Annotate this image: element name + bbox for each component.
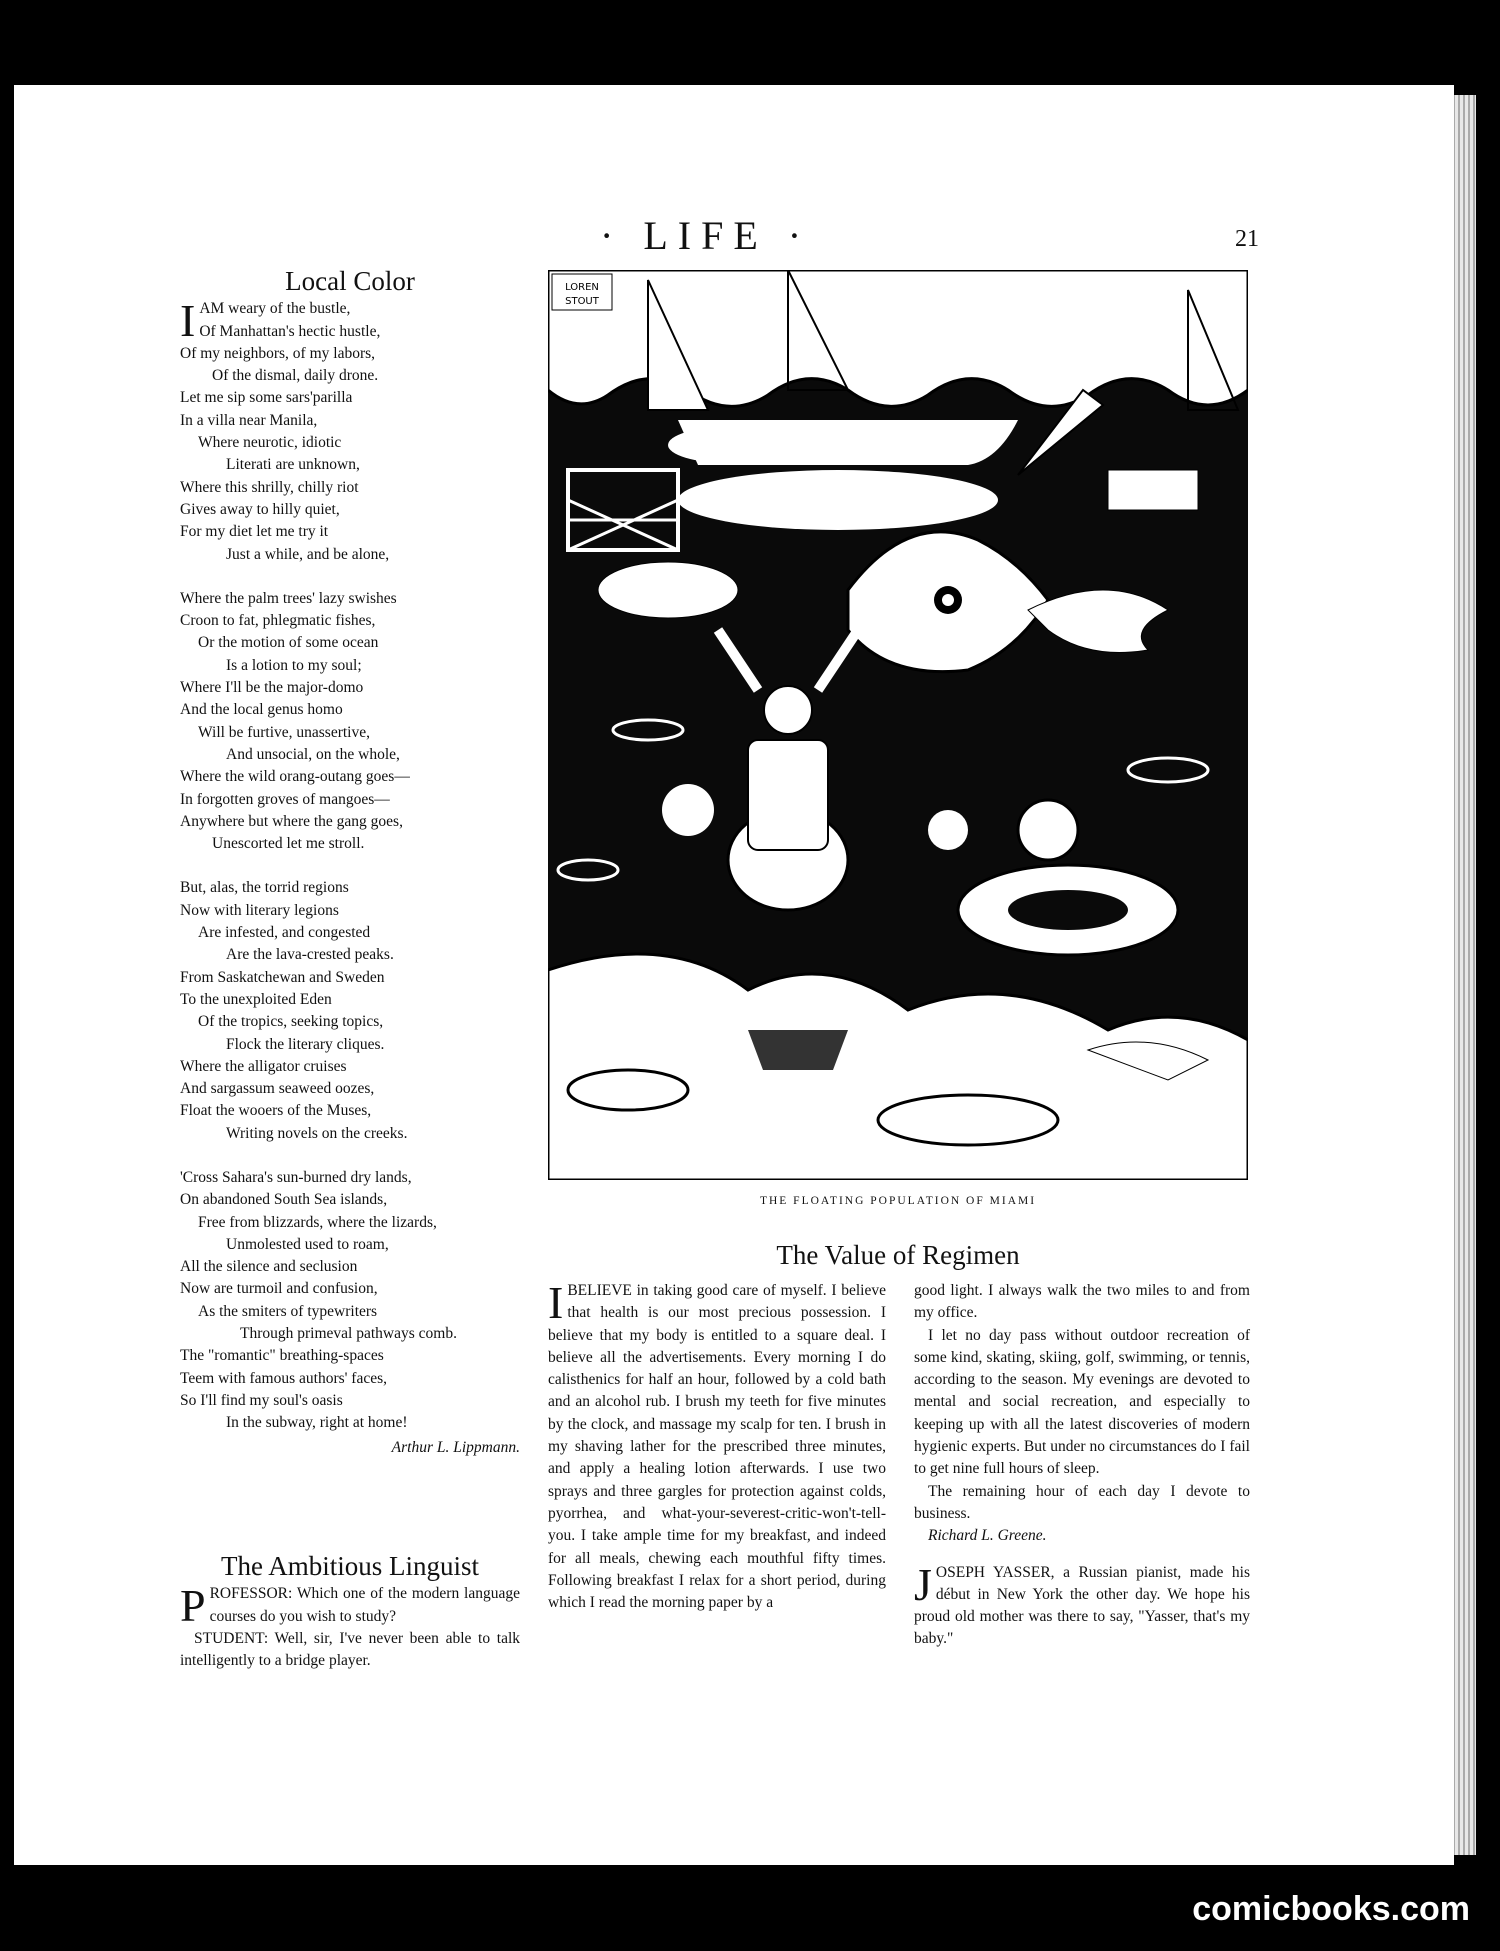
poem-title: Local Color — [285, 266, 415, 296]
poem-line: Is a lotion to my soul; — [226, 656, 362, 674]
poem-line: Where the alligator cruises — [180, 1057, 347, 1075]
poem-line: Are the lava-crested peaks. — [226, 946, 394, 964]
poem-line: For my diet let me try it — [180, 523, 329, 541]
poem-line: Of my neighbors, of my labors, — [180, 344, 376, 362]
watermark: comicbooks.com — [1192, 1890, 1470, 1928]
poem-line: All the silence and seclusion — [180, 1258, 358, 1276]
poem-line: Now with literary legions — [180, 901, 339, 919]
poem-line: But, alas, the torrid regions — [180, 879, 349, 897]
poem-line: Where I'll be the major-domo — [180, 679, 364, 697]
poem-line: AM weary of the bustle, — [199, 300, 351, 318]
poem-line: On abandoned South Sea islands, — [180, 1191, 388, 1209]
poem-line: Or the motion of some ocean — [198, 634, 379, 652]
drop-cap: I — [548, 1277, 564, 1328]
magazine-header: · LIFE · — [600, 213, 812, 258]
poem-line: Literati are unknown, — [226, 456, 360, 474]
linguist-title: The Ambitious Linguist — [220, 1551, 479, 1581]
yasser-item: JOSEPH YASSER, a Russian pianist, made his début in New York the other day. We hope his proud old mother was there to say, "Yasser, that's my baby." — [914, 1558, 1250, 1648]
poem-line: Of the tropics, seeking topics, — [198, 1013, 384, 1031]
poem-line: Croon to fat, phlegmatic fishes, — [180, 612, 376, 630]
poem-line: Gives away to hilly quiet, — [180, 500, 340, 518]
regimen-para-1: IBELIEVE in taking good care of myself. I believe that health is our most precious possession. I believe that my body is entitled to a square deal. I believe all the advertisements. Every morning I do calisthenics for half an hour, followed by a cold bath and an alcohol rub. I brush my teeth for five minutes by the clock, and massage my scalp for ten. I brush in my shaving lather for the prescribed three minutes, and apply a healing lotion afterwards. I use two sprays and three gargles for protection against colds, pyorrhea, and what-your-severest-critic-won't-tell-you. I take ample time for my breakfast, and indeed for all meals, chewing each mouthful fifty times. Following breakfast I relax for a short period, during which I read the morning paper by a — [548, 1277, 886, 1612]
poem-line: As the smiters of typewriters — [198, 1302, 378, 1320]
poem-line: Unmolested used to roam, — [226, 1235, 389, 1253]
poem-line: In forgotten groves of mangoes— — [180, 790, 390, 808]
poem-line: In a villa near Manila, — [180, 411, 318, 429]
stanza-3 — [180, 877, 520, 1145]
poem-author: Arthur L. Lippmann. — [391, 1438, 520, 1456]
poem-line: Anywhere but where the gang goes, — [180, 812, 403, 830]
poem-line: Free from blizzards, where the lizards, — [198, 1213, 437, 1231]
poem-line: The "romantic" breathing-spaces — [180, 1347, 384, 1365]
poem-line: Flock the literary cliques. — [226, 1035, 385, 1053]
illustration-caption: THE FLOATING POPULATION OF MIAMI — [759, 1195, 1037, 1207]
regimen-title: The Value of Regimen — [776, 1240, 1020, 1270]
poem-line: 'Cross Sahara's sun-burned dry lands, — [180, 1168, 412, 1186]
regimen-column-2 — [914, 1280, 1250, 1651]
linguist-para-1: PROFESSOR: Which one of the modern language courses do you wish to study? — [180, 1580, 520, 1632]
poem-line: Are infested, and congested — [198, 924, 371, 942]
svg-text:STOUT: STOUT — [565, 296, 599, 307]
poem-line: And the local genus homo — [180, 701, 343, 719]
illustration-floating-population — [548, 270, 1248, 1180]
poem-line: Through primeval pathways comb. — [240, 1325, 457, 1343]
poem-line: In the subway, right at home! — [226, 1414, 408, 1432]
stanza-4 — [180, 1167, 520, 1435]
poem-line: Float the wooers of the Muses, — [180, 1102, 372, 1120]
poem-line: Will be furtive, unassertive, — [198, 723, 370, 741]
poem-line: From Saskatchewan and Sweden — [180, 968, 385, 986]
poem-line: Where the wild orang-outang goes— — [180, 768, 410, 786]
poem-line: And sargassum seaweed oozes, — [180, 1080, 375, 1098]
regimen-para-2: good light. I always walk the two miles to and from my office. — [914, 1282, 1250, 1322]
poem-line: Of Manhattan's hectic hustle, — [199, 322, 381, 340]
poem-line: Where neurotic, idiotic — [198, 434, 342, 452]
stanza-2 — [180, 588, 520, 856]
regimen-column-1 — [548, 1277, 886, 1614]
poem-line: And unsocial, on the whole, — [226, 745, 400, 763]
poem-line: Teem with famous authors' faces, — [180, 1369, 388, 1387]
regimen-para-3: I let no day pass without outdoor recreation of some kind, skating, skiing, golf, swimming, or tennis, according to the season. My evenings are devoted to mental and social recreation, and especially to keeping up with all the latest discoveries of modern hygienic experts. But under no circumstances do I fail to get nine full hours of sleep. — [914, 1326, 1250, 1478]
article-ambitious-linguist — [180, 1551, 520, 1672]
artist-signature: LOREN — [565, 282, 599, 293]
linguist-para-2: STUDENT: Well, sir, I've never been able to talk intelligently to a bridge player. — [180, 1629, 520, 1670]
poem-line: Let me sip some sars'parilla — [180, 389, 353, 407]
poem-line: Writing novels on the creeks. — [226, 1124, 408, 1142]
poem-line: To the unexploited Eden — [180, 990, 332, 1008]
poem-line: Now are turmoil and confusion, — [180, 1280, 378, 1298]
poem-line: Where this shrilly, chilly riot — [180, 478, 359, 496]
poem-line: Just a while, and be alone, — [226, 545, 390, 563]
page-number: 21 — [1235, 226, 1259, 252]
poem-line: So I'll find my soul's oasis — [180, 1391, 343, 1409]
poem-line: Of the dismal, daily drone. — [212, 367, 379, 385]
drop-cap: P — [180, 1580, 206, 1632]
drop-cap: J — [914, 1558, 932, 1610]
regimen-author: Richard L. Greene. — [928, 1527, 1047, 1545]
stanza-1 — [180, 295, 520, 566]
cartoon-drawing — [548, 270, 1248, 1180]
drop-cap: I — [180, 295, 196, 347]
poem-line: Unescorted let me stroll. — [212, 835, 365, 853]
poem-line: Where the palm trees' lazy swishes — [180, 589, 397, 607]
regimen-para-4: The remaining hour of each day I devote to business. — [914, 1482, 1250, 1522]
poem-local-color — [180, 266, 520, 1459]
